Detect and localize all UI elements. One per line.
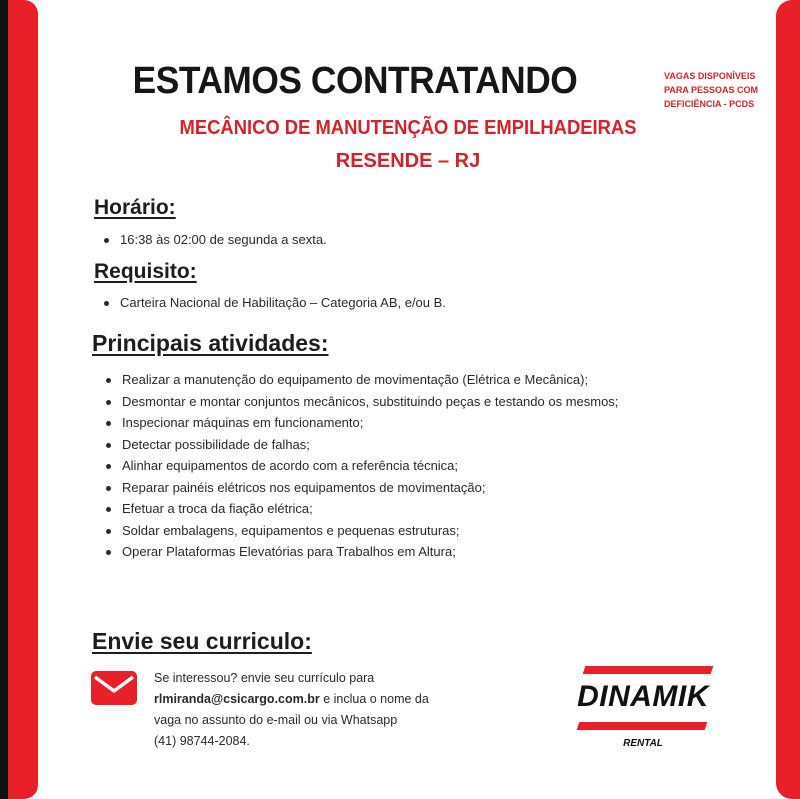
job-title: MECÂNICO DE MANUTENÇÃO DE EMPILHADEIRAS: [179, 117, 637, 139]
requirement-heading: Requisito:: [94, 260, 197, 283]
contact-line-rest: e inclua o nome da: [319, 692, 429, 706]
list-item: 16:38 às 02:00 de segunda a sexta.: [100, 229, 327, 251]
requirement-list: [100, 292, 446, 314]
logo-bar-top: [583, 666, 714, 674]
list-item: Soldar embalagens, equipamentos e pequenas estruturas;: [102, 520, 618, 542]
left-frame-stripe: [0, 0, 38, 799]
badge-line: DEFICIÊNCIA - PCDS: [664, 99, 755, 109]
dinamik-logo: [572, 666, 714, 756]
list-item: Operar Plataformas Elevatórias para Trabalhos em Altura;: [102, 541, 618, 563]
schedule-heading: Horário:: [94, 196, 176, 219]
logo-bar-bottom: [577, 722, 708, 730]
left-black-edge: [0, 0, 8, 799]
list-item: Realizar a manutenção do equipamento de movimentação (Elétrica e Mecânica);: [102, 369, 618, 391]
contact-line: [154, 689, 454, 710]
schedule-list: [100, 229, 327, 251]
contact-text: [154, 668, 454, 752]
activities-list: [102, 369, 618, 563]
right-frame-stripe: [776, 0, 800, 799]
list-item: Carteira Nacional de Habilitação – Categoria AB, e/ou B.: [100, 292, 446, 314]
right-red-bar: [776, 0, 800, 799]
logo-wordmark: DINAMIK: [577, 680, 709, 713]
list-item: Alinhar equipamentos de acordo com a referência técnica;: [102, 455, 618, 477]
list-item: Desmontar e montar conjuntos mecânicos, substituindo peças e testando os mesmos;: [102, 391, 618, 413]
contact-line: Se interessou? envie seu currículo para: [154, 671, 375, 685]
list-item: Reparar painéis elétricos nos equipamentos de movimentação;: [102, 477, 618, 499]
badge-line: VAGAS DISPONÍVEIS: [664, 71, 756, 81]
job-location: RESENDE – RJ: [335, 150, 481, 172]
contact-line: vaga no assunto do e-mail ou via Whatsapp: [154, 713, 398, 727]
list-item: Detectar possibilidade de falhas;: [102, 434, 618, 456]
page-title: ESTAMOS CONTRATANDO: [132, 60, 578, 102]
contact-heading: Envie seu curriculo:: [92, 628, 312, 654]
email-link[interactable]: rlmiranda@csicargo.com.br: [154, 692, 320, 706]
badge-line: PARA PESSOAS COM: [664, 85, 759, 95]
left-red-bar: [8, 0, 38, 799]
list-item: Inspecionar máquinas em funcionamento;: [102, 412, 618, 434]
list-item: Efetuar a troca da fiação elétrica;: [102, 498, 618, 520]
activities-heading: Principais atividades:: [92, 330, 329, 356]
phone-number[interactable]: (41) 98744-2084.: [154, 734, 250, 748]
mail-icon: [90, 670, 138, 706]
logo-tagline: RENTAL: [623, 738, 663, 749]
pcd-badge: [664, 69, 780, 111]
